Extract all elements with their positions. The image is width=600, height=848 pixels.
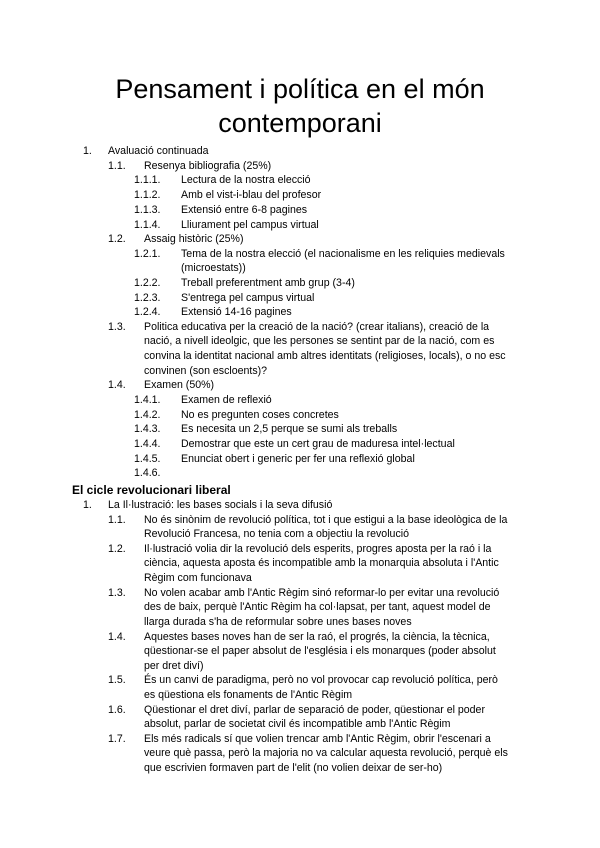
list-item: absolut, parlar de societat civil és incompatible amb l'Antic Règim — [144, 718, 451, 730]
list-item: nació, a nivell ideolgic, que les persones se sentint par de la nació, com es — [144, 335, 495, 347]
list-item-label: Resenya bibliografia (25%) — [144, 160, 272, 172]
list-item-label: La Il·lustració: les bases socials i la seva difusió — [108, 499, 333, 511]
list-item: per dret diví) — [144, 660, 204, 672]
section-heading: El cicle revolucionari liberal — [72, 483, 231, 497]
list-number: 1.2. — [108, 543, 126, 555]
list-number: 1.2.2. — [134, 277, 161, 289]
list-item: Demostrar que este un cert grau de maduresa intel·lectual — [181, 438, 455, 450]
list-item: Extensió entre 6-8 pagines — [181, 204, 308, 216]
list-number: 1.7. — [108, 733, 126, 745]
list-item: Amb el vist-i-blau del profesor — [181, 189, 322, 201]
list-item: Règim com funcionava — [144, 572, 252, 584]
list-item: No volen acabar amb l'Antic Règim sinó reformar-lo per evitar una revolució — [144, 587, 500, 599]
list-number: 1.3. — [108, 321, 126, 333]
list-number: 1.4.1. — [134, 394, 161, 406]
list-item: Els més radicals sí que volien trencar amb l'Antic Règim, obrir l'escenari a — [144, 733, 491, 745]
list-item-label: Avaluació continuada — [108, 145, 209, 157]
list-item: des de baix, perquè l'Antic Règim ha col·lapsat, per tant, aquest model de — [144, 601, 491, 613]
list-item: Tema de la nostra elecció (el nacionalisme en les reliquies medievals — [181, 248, 505, 260]
list-number: 1.2.4. — [134, 306, 161, 318]
list-number: 1. — [83, 145, 92, 157]
list-item-label: Assaig històric (25%) — [144, 233, 244, 245]
list-number: 1. — [83, 499, 92, 511]
list-item: Politica educativa per la creació de la nació? (crear italians), creació de la — [144, 321, 490, 333]
title-line-1: Pensament i política en el món — [115, 74, 485, 104]
list-number: 1.4.6. — [134, 467, 161, 479]
list-number: 1.2.3. — [134, 292, 161, 304]
list-item: Il·lustració volia dir la revolució dels esperits, progres aposta per la raó i la — [144, 543, 492, 555]
list-number: 1.4.4. — [134, 438, 161, 450]
list-item: Examen de reflexió — [181, 394, 272, 406]
list-number: 1.1.4. — [134, 219, 161, 231]
list-number: 1.1.2. — [134, 189, 161, 201]
list-item: convina la identitat nacional amb altres identitats (religioses, locals), o no esc — [144, 350, 506, 362]
list-item: Aquestes bases noves han de ser la raó, el progrés, la ciència, la tècnica, — [144, 631, 490, 643]
list-item: es qüestiona els fonaments de l'Antic Règim — [144, 689, 353, 701]
title-line-2: contemporani — [218, 108, 382, 138]
list-item: qüestionar-se el paper absolut de l'església i els monarques (poder absolut — [144, 645, 496, 657]
list-item: És un canvi de paradigma, però no vol provocar cap revolució política, però — [144, 674, 498, 686]
list-number: 1.3. — [108, 587, 126, 599]
document-title — [0, 72, 600, 140]
list-number: 1.4.3. — [134, 423, 161, 435]
list-number: 1.1.1. — [134, 174, 161, 186]
list-item: Es necesita un 2,5 perque se sumi als treballs — [181, 423, 398, 435]
list-item-label: Examen (50%) — [144, 379, 215, 391]
list-item: Lliurament pel campus virtual — [181, 219, 319, 231]
list-item: convinen (son escloents)? — [144, 365, 268, 377]
list-item: llarga durada s'ha de reformular sobre unes bases noves — [144, 616, 412, 628]
list-item: que escrivien formaven part de l'elit (no volien deixar de ser-ho) — [144, 762, 443, 774]
list-number: 1.1. — [108, 160, 126, 172]
list-number: 1.1. — [108, 514, 126, 526]
list-item: S'entrega pel campus virtual — [181, 292, 315, 304]
list-number: 1.4. — [108, 379, 126, 391]
list-number: 1.4.2. — [134, 409, 161, 421]
list-number: 1.2. — [108, 233, 126, 245]
list-number: 1.4.5. — [134, 453, 161, 465]
list-item: Enunciat obert i generic per fer una reflexió global — [181, 453, 415, 465]
list-number: 1.6. — [108, 704, 126, 716]
list-item: Lectura de la nostra elecció — [181, 174, 311, 186]
list-item: No és sinònim de revolució política, tot i que estigui a la base ideològica de la — [144, 514, 508, 526]
list-item: ciència, aquesta aposta és incompatible amb la monarquia absoluta i l'Antic — [144, 557, 499, 569]
list-number: 1.5. — [108, 674, 126, 686]
list-item: No es pregunten coses concretes — [181, 409, 339, 421]
list-item: Treball preferentment amb grup (3-4) — [181, 277, 355, 289]
list-number: 1.4. — [108, 631, 126, 643]
list-item: (microestats)) — [181, 262, 246, 274]
list-number: 1.1.3. — [134, 204, 161, 216]
list-number: 1.2.1. — [134, 248, 161, 260]
list-item: veure què passa, però la majoria no va calcular aquesta revolució, perquè els — [144, 747, 508, 759]
list-item: Extensió 14-16 pagines — [181, 306, 292, 318]
list-item: Qüestionar el dret diví, parlar de separació de poder, qüestionar el poder — [144, 704, 485, 716]
list-item: Revolució Francesa, no tenia com a objectiu la revolució — [144, 528, 409, 540]
